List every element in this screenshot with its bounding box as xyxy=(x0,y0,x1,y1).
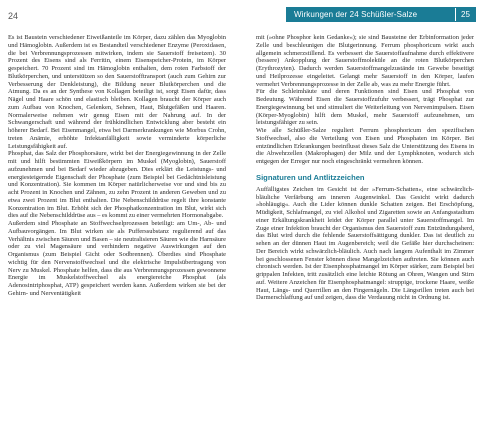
left-column xyxy=(8,34,226,430)
left-paragraph: Phosphat, das Salz der Phosphorsäure, wirkt bei der Energiegewinnung in der Zelle mit und hilft bestimmten Eiweißkörpern im Muskel (Myoglobin), Sauerstoff aufzunehmen und bei Bedarf wieder abzugeben. Dies erklärt die Leistungs- und energiesteigernde Eigenschaft der Phosphate (zum Beispiel bei Gedächtnisleistung und Konzentration). Sie kommen im Körper natürlicherweise vor und sind bis zu acht Prozent in Knochen und Zähnen, zu zehn Prozent in anderen Geweben und zu etwa zwei Prozent im Blut enthalten. Die Nebenschilddrüse regelt ihre konstante Konzentration im Blut. Erhöht sich der Phosphatkonzentration im Blut, wirkt sich dies auf die Nebenschilddrüse aus – es kommt zu einer vermehrten Hormonabgabe. xyxy=(8,150,226,220)
right-paragraph: Für die Schleimhäute und deren Funktionen sind Eisen und Phosphat von Bedeutung. Während Eisen die Sauerstoffzufuhr verbessert, trägt Phosphat zur Energiegewinnung bei und stimuliert die Weiterleitung von Nervenimpulsen. Eisen (Körper-Myoglobin) hilft dem Muskel, mehr Sauerstoff aufzunehmen, um leistungsfähiger zu sein. xyxy=(256,88,474,127)
right-column xyxy=(256,34,474,430)
left-page-number: 24 xyxy=(8,11,19,21)
right-paragraph: Wie alle Schüßler-Salze reguliert Ferrum phosphoricum den spezifischen Stoffwechsel, also die Verteilung von Eisen und Phosphaten im Körper. Bei entzündlichen Erkrankungen beeinflusst dieses Salz die Unterstützung des Eisens in die Abwehrzellen (Makrophagen) der Milz und der Lymphknoten, wodurch sich entgegen der Erreger nur noch eingeschränkt vermehren können. xyxy=(256,127,474,165)
right-paragraph: mit (»ohne Phosphor kein Gedanke«); sie sind Bausteine der Erbinformation jeder Zelle und beschleunigen die Blutgerinnung. Ferrum phosphoricum wirkt auch allgemein schmerzstillend. Es verbessert die Sauerstoffaufnahme durch effektivere (bessere) Ankopplung der Sauerstoffmoleküle an die roten Blutkörperchen (Erythrozyten). Dadurch werden Sauerstoffmangelzustände im Gewebe beseitigt und Heilprozesse eingeleitet. Gelangt mehr Sauerstoff in den Körper, laufen vermehrt Verbrennungsprozesse in der Zelle ab, was zu mehr Energie führt. xyxy=(256,34,474,88)
header-separator xyxy=(455,8,456,21)
section-subheading: Signaturen und Antlitzzeichen xyxy=(256,172,365,182)
running-title: Wirkungen der 24 Schüßler-Salze xyxy=(294,10,418,19)
left-paragraph: Es ist Baustein verschiedener Eiweißanteile im Körper, dazu zählen das Myoglobin und Hämoglobin. Außerdem ist es Bestandteil verschiedener Enzyme (Peroxidasen, die bei Verbrennungsprozessen mitwirken, indem sie Sauerstoff freisetzen). 30 Prozent des Eisens sind als Ferritin, einem Eisenspeicher-Protein, im Körper gespeichert. 70 Prozent sind im Hämoglobin enthalten, dem roten Farbstoff der Blutkörperchen, und unterstützen so den Sauerstofftransport (auch zum Gehirn zur Verbesserung der Denkleistung), die Bildung neuer Blutkörperchen und die Atmung. Da es an der Synthese von Kollagen beteiligt ist, sorgt Eisen dafür, dass Nägel und Haare schön und elastisch bleiben. Kollagen braucht der Körper auch zum Aufbau von Knochen, Gelenken, Sehnen, Haut, Blutgefäßen und Haaren. Normalerweise nehmen wir genug Eisen mit der Nahrung auf. In der Schwangerschaft und während der frühkindlichen Entwicklung aber besteht ein höherer Bedarf. Bei Eisenmangel, etwa bei Darmerkrankungen wie Morbus Crohn, treten Anämie, erhöhte Infektanfälligkeit sowie verminderte körperliche Leistungsfähigkeit auf. xyxy=(8,34,226,150)
right-page-number: 25 xyxy=(461,10,470,19)
left-paragraph: Außerdem sind Phosphate an Stoffwechselprozessen beteiligt: am Um-, Ab- und Aufbauvorgängen. Im Blut wirken sie als Pufferssubstanz regulierend auf das Verhältnis zwischen Säuren und Basen – sie neutralisieren Säuren wie die Harnsäure oder zu viel Magensäure und verhindern negative Auswirkungen auf den Organismus (zum Beispiel Gicht oder Sodbrennen). Überdies sind Phosphate wichtig für den Nervenstoffwechsel und die elektrische Impulsübertragung von Nerv zu Muskel. Phosphate helfen, dass die aus Verbrennungsprozessen gewonnene Energie im Muskelstoffwechsel als energiereiche Phosphat (als Adenosintriphosphat, ATP) gespeichert werden kann. Außerdem wirken sie bei der Gehirn- und Nerventätigkeit xyxy=(8,220,226,297)
right-paragraph: Auffälligstes Zeichen im Gesicht ist der »Ferrum-Schatten«, eine schwärzlich-bläuliche Verfärbung am inneren Augenwinkel. Das Gesicht wirkt dadurch »hohläugig«. Auch die Lider können dunkle Schatten zeigen. Bei Erschöpfung, Müdigkeit, Schlafmangel, zu viel Alkohol und Zigaretten sowie an Anfangsstadium einer Erkältungskrankheit leidet der Körper parallel unter Sauerstoffmangel. Im Zuge einer Infektion braucht der Organismus den Sauerstoff zum Entzündungsherd, das Blut wird durch die fehlende Sauerstoffsättigung dunkler. Das ist deutlich zu sehen an der dünnen Haut im Augenbereich; weil die Gefäße hier durchscheinen: Der Bereich wirkt schwärzlich-bläulich. Auch nach langem Aufenthalt im Zimmer bei geschlossenen Fenster können diese Mangelzeichen auftreten. Sie können auch chronisch werden. Ist der Eisenphosphatmangel im Körper stärker, zum Beispiel bei grippalen Infekten, tritt zusätzlich eine leichte Rötung an Ohren, Wangen und Stirn auf. Weitere Anzeichen für Eisenphosphatmangel: struppige, trockene Haare, weiße Haut, Längs- und Querrillen an den Fingernägeln. Die Längsrillen treten auch bei Darmerschlaffung auf und zeigen, dass die Verdauung nicht in Ordnung ist. xyxy=(256,185,474,302)
